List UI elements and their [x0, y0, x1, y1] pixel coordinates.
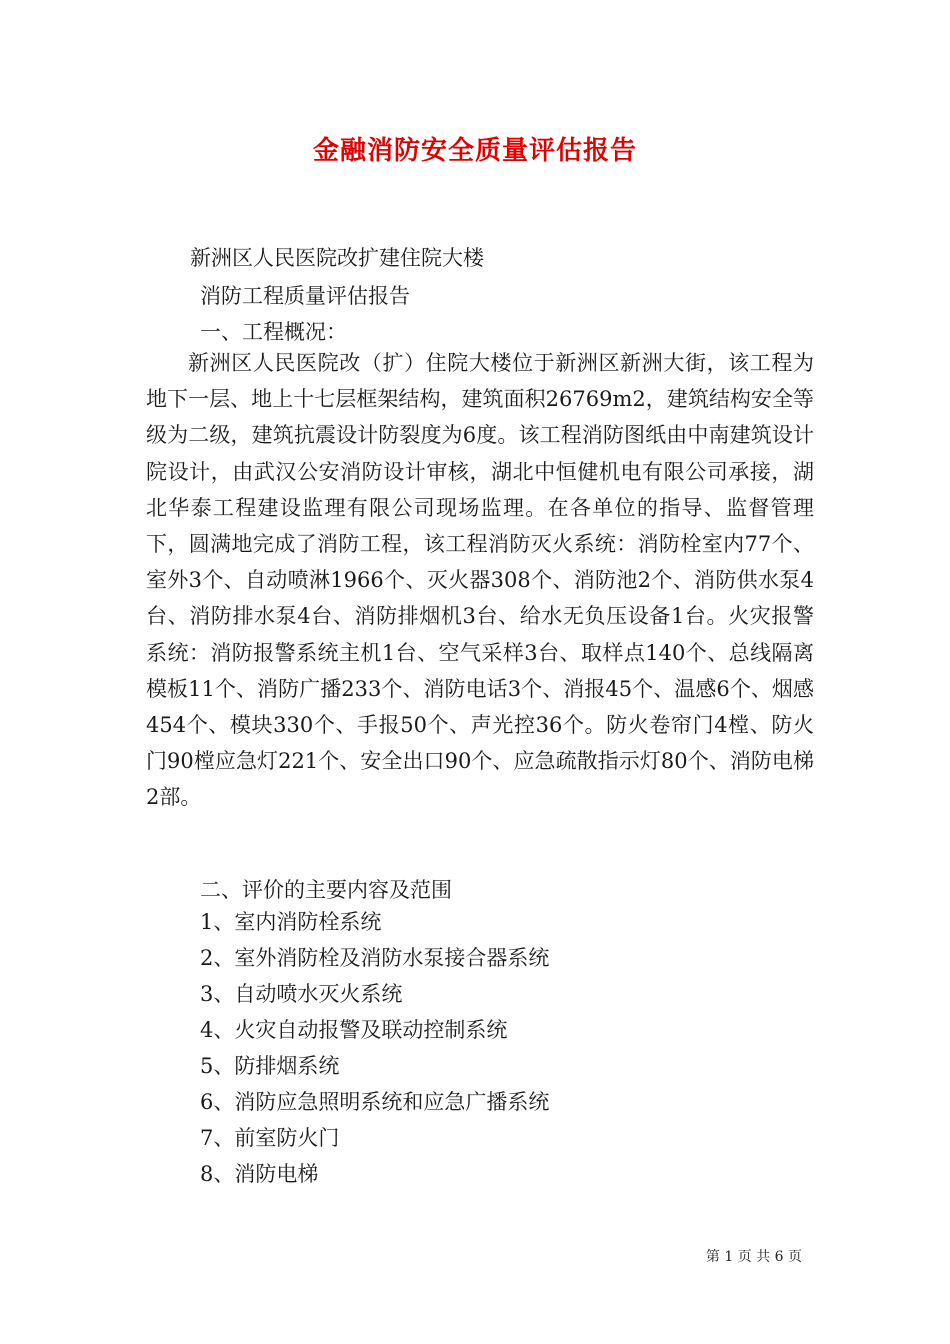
scope-item: 7、前室防火门	[200, 1126, 340, 1150]
page-number: 第 1 页 共 6 页	[705, 1249, 802, 1265]
scope-item: 2、室外消防栓及消防水泵接合器系统	[200, 946, 550, 970]
section-1-heading: 一、工程概况：	[200, 320, 347, 344]
scope-item: 6、消防应急照明系统和应急广播系统	[200, 1090, 550, 1114]
scope-item: 5、防排烟系统	[200, 1054, 340, 1078]
document-title: 金融消防安全质量评估报告	[312, 136, 637, 166]
scope-item: 8、消防电梯	[200, 1162, 319, 1186]
scope-item: 1、室内消防栓系统	[200, 910, 382, 934]
scope-list	[200, 904, 549, 1192]
section-2-heading: 二、评价的主要内容及范围	[200, 878, 452, 902]
subtitle-report: 消防工程质量评估报告	[200, 284, 410, 308]
section-1-body: 新洲区人民医院改（扩）住院大楼位于新洲区新洲大街，该工程为地下一层、地上十七层框架结构，建筑面积26769m2，建筑结构安全等级为二级，建筑抗震设计防裂度为6度。该工程消防图纸由中南建筑设计院设计，由武汉公安消防设计审核，湖北中恒健机电有限公司承接，湖北华泰工程建设监理有限公司现场监理。在各单位的指导、监督管理下，圆满地完成了消防工程，该工程消防灭火系统：消防栓室内77个、室外3个、自动喷淋1966个、灭火器308个、消防池2个、消防供水泵4台、消防排水泵4台、消防排烟机3台、给水无负压设备1台。火灾报警系统：消防报警系统主机1台、空气采样3台、取样点140个、总线隔离模板11个、消防广播233个、消防电话3个、消报45个、温感6个、烟感454个、模块330个、手报50个、声光控36个。防火卷帘门4樘、防火门90樘应急灯221个、安全出口90个、应急疏散指示灯80个、消防电梯2部。	[146, 351, 814, 810]
scope-item: 3、自动喷水灭火系统	[200, 982, 403, 1006]
subtitle-project: 新洲区人民医院改扩建住院大楼	[190, 246, 484, 270]
scope-item: 4、火灾自动报警及联动控制系统	[200, 1018, 508, 1042]
